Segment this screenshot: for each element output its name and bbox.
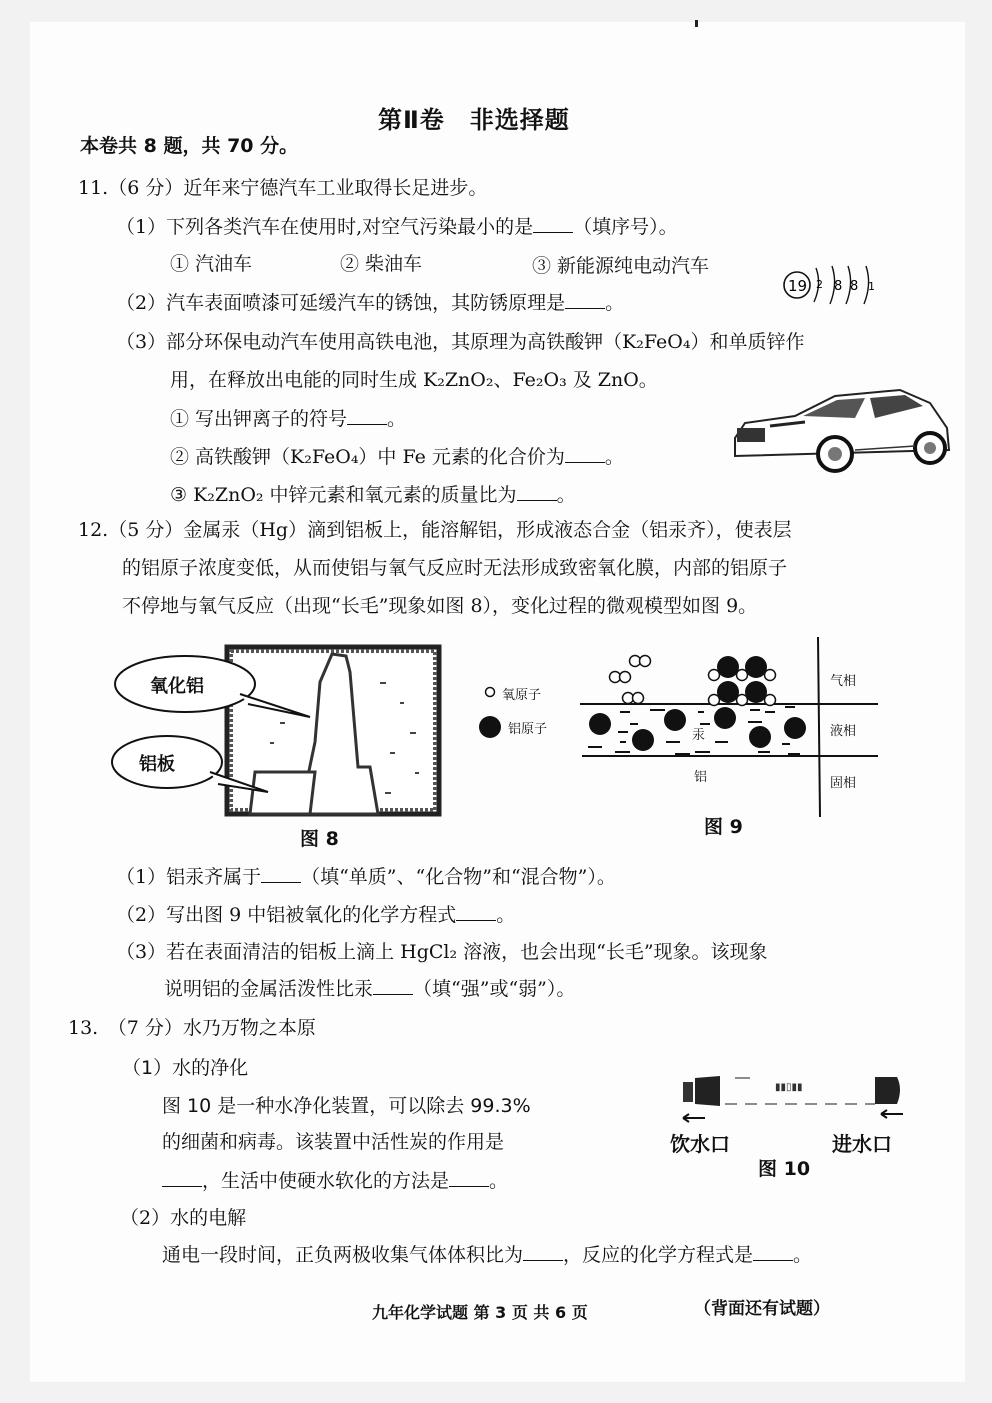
q11-part2 <box>116 290 624 315</box>
q11-sub3 <box>170 482 576 507</box>
q11-sub3-text: ③ K₂ZnO₂ 中锌元素和氧元素的质量比为 <box>170 484 517 506</box>
q13-part2-line1 <box>162 1242 812 1267</box>
section-intro: 本卷共 8 题，共 70 分。 <box>80 135 299 157</box>
answer-blank[interactable] <box>373 976 413 995</box>
q11-stem: 11.（6 分）近年来宁德汽车工业取得长足进步。 <box>78 177 488 199</box>
fig9-phase-liquid: 液相 <box>830 724 857 739</box>
answer-blank[interactable] <box>753 1242 793 1261</box>
answer-blank[interactable] <box>517 482 557 501</box>
fig9-phase-gas: 气相 <box>830 674 857 689</box>
answer-blank[interactable] <box>523 1242 563 1261</box>
legend-oxygen-atom <box>486 688 495 697</box>
q11-option-1: ① 汽油车 <box>170 253 253 275</box>
q11-sub1-text: ① 写出钾离子的符号 <box>170 408 348 430</box>
q13-part2-tail: 。 <box>793 1244 813 1266</box>
answer-blank[interactable] <box>449 1168 489 1187</box>
q11-part3-line1: （3）部分环保电动汽车使用高铁电池，其原理为高铁酸钾（K₂FeO₄）和单质锌作 <box>116 331 805 353</box>
shell-4-electrons: 1 <box>868 280 875 293</box>
fig9-mercury-label: 汞 <box>692 728 706 743</box>
footer-page-info: 九年化学试题 第 3 页 共 6 页 <box>372 1303 588 1322</box>
q11-part1 <box>116 214 678 239</box>
q11-sub2-tail: 。 <box>604 446 624 468</box>
filter-label-mark: ▮▮▯▮▮ <box>775 1082 803 1093</box>
shell-3-electrons: 8 <box>850 279 859 294</box>
q11-sub3-tail: 。 <box>556 484 576 506</box>
q12-line2: 的铝原子浓度变低，从而使铝与氧气反应时无法形成致密氧化膜，内部的铝原子 <box>122 557 788 579</box>
q12-part2-text: （2）写出图 9 中铝被氧化的化学方程式 <box>116 904 457 926</box>
fig9-aluminum-label: 铝 <box>694 770 708 785</box>
car-front-hub <box>828 447 842 461</box>
q12-part3-tail: （填“强”或“弱”）。 <box>413 978 576 1000</box>
aluminum-oxide-clusters <box>709 656 776 706</box>
q13-part1-line2: 的细菌和病毒。该装置中活性炭的作用是 <box>162 1131 505 1153</box>
q13-part1-line3-tail: 。 <box>489 1170 509 1192</box>
q13-part1-line1: 图 10 是一种水净化装置，可以除去 99.3% <box>162 1095 531 1117</box>
answer-blank[interactable] <box>456 902 496 921</box>
q11-part2-text: （2）汽车表面喷漆可延缓汽车的锈蚀，其防锈原理是 <box>116 292 566 314</box>
q11-part2-tail: 。 <box>605 292 625 314</box>
fig10-inlet-label: 进水口 <box>832 1132 892 1156</box>
q13-stem: 13. （7 分）水乃万物之本原 <box>68 1017 316 1039</box>
q13-part1-line3 <box>162 1168 508 1193</box>
q12-part3-text: 说明铝的金属活泼性比汞 <box>164 978 374 1000</box>
q12-part2 <box>116 902 515 927</box>
q11-sub1 <box>170 406 406 431</box>
fig9-phase-solid: 固相 <box>830 776 857 791</box>
q12-part3-line1: （3）若在表面清洁的铝板上滴上 HgCl₂ 溶液，也会出现“长毛”现象。该现象 <box>116 941 768 963</box>
phase-divider <box>818 637 820 817</box>
q13-part1-line3-text: ，生活中使硬水软化的方法是 <box>202 1170 450 1192</box>
q12-part1 <box>116 864 616 889</box>
inlet-arrow-icon <box>881 1110 903 1118</box>
answer-blank[interactable] <box>533 214 573 233</box>
outlet-head <box>695 1076 720 1106</box>
fig10-caption: 图 10 <box>758 1158 811 1180</box>
q12-part1-tail: （填“单质”、“化合物”和“混合物”）。 <box>301 866 616 888</box>
fig8-label-aluminum-plate: 铝板 <box>139 754 175 775</box>
answer-blank[interactable] <box>162 1168 202 1187</box>
scan-mark <box>695 20 698 27</box>
q12-line3: 不停地与氧气反应（出现“长毛”现象如图 8），变化过程的微观模型如图 9。 <box>122 595 758 617</box>
electric-car-illustration <box>725 378 955 478</box>
q11-part3-line2: 用，在释放出电能的同时生成 K₂ZnO₂、Fe₂O₃ 及 ZnO。 <box>170 369 658 391</box>
shell-1-electrons: 2 <box>816 278 823 291</box>
legend-aluminum-atom <box>479 716 501 738</box>
answer-blank[interactable] <box>565 444 605 463</box>
answer-blank[interactable] <box>565 290 605 309</box>
car-grille <box>737 428 765 442</box>
fig9-legend-aluminum: 铝原子 <box>508 722 548 737</box>
q13-part2-mid: ，反应的化学方程式是 <box>563 1244 754 1266</box>
q12-part3-line2 <box>164 976 575 1001</box>
q11-part1-text: （1）下列各类汽车在使用时,对空气污染最小的是 <box>116 216 534 238</box>
q12-part2-tail: 。 <box>496 904 516 926</box>
answer-blank[interactable] <box>347 406 387 425</box>
shell-2-electrons: 8 <box>834 279 843 294</box>
q12-part1-text: （1）铝汞齐属于 <box>116 866 262 888</box>
section-title: 第Ⅱ卷 非选择题 <box>378 106 570 134</box>
q12-line1: 12.（5 分）金属汞（Hg）滴到铝板上，能溶解铝，形成液态合金（铝汞齐），使表层 <box>78 519 792 541</box>
q11-option-2: ② 柴油车 <box>340 253 423 275</box>
q11-part1-tail: （填序号）。 <box>573 216 678 238</box>
handwritten-atom-diagram <box>780 258 890 308</box>
q13-part2-text: 通电一段时间，正负两极收集气体体积比为 <box>162 1244 524 1266</box>
q11-sub2 <box>170 444 624 469</box>
fig9-legend-oxygen: 氧原子 <box>502 688 542 703</box>
figure-10-water-purifier <box>675 1074 915 1124</box>
inlet-head <box>875 1077 900 1104</box>
q11-sub2-text: ② 高铁酸钾（K₂FeO₄）中 Fe 元素的化合价为 <box>170 446 565 468</box>
footer-note: （背面还有试题） <box>694 1299 830 1319</box>
fig10-outlet-label: 饮水口 <box>670 1132 730 1156</box>
q13-part1-title: （1）水的净化 <box>122 1057 249 1079</box>
outlet-cap <box>683 1082 693 1102</box>
outlet-arrow-icon <box>683 1114 705 1122</box>
figure-8 <box>110 642 450 822</box>
q13-part2-title: （2）水的电解 <box>120 1207 247 1229</box>
fig9-caption: 图 9 <box>704 816 743 838</box>
q11-sub1-tail: 。 <box>387 408 407 430</box>
answer-blank[interactable] <box>261 864 301 883</box>
nucleus-number: 19 <box>788 277 808 295</box>
q11-option-3: ③ 新能源纯电动汽车 <box>532 255 710 277</box>
fig8-label-aluminum-oxide: 氧化铝 <box>150 676 204 697</box>
fig8-caption: 图 8 <box>300 828 339 850</box>
car-rear-hub <box>924 442 936 454</box>
oxygen-molecules <box>610 656 651 704</box>
aluminum-plate <box>250 772 315 814</box>
